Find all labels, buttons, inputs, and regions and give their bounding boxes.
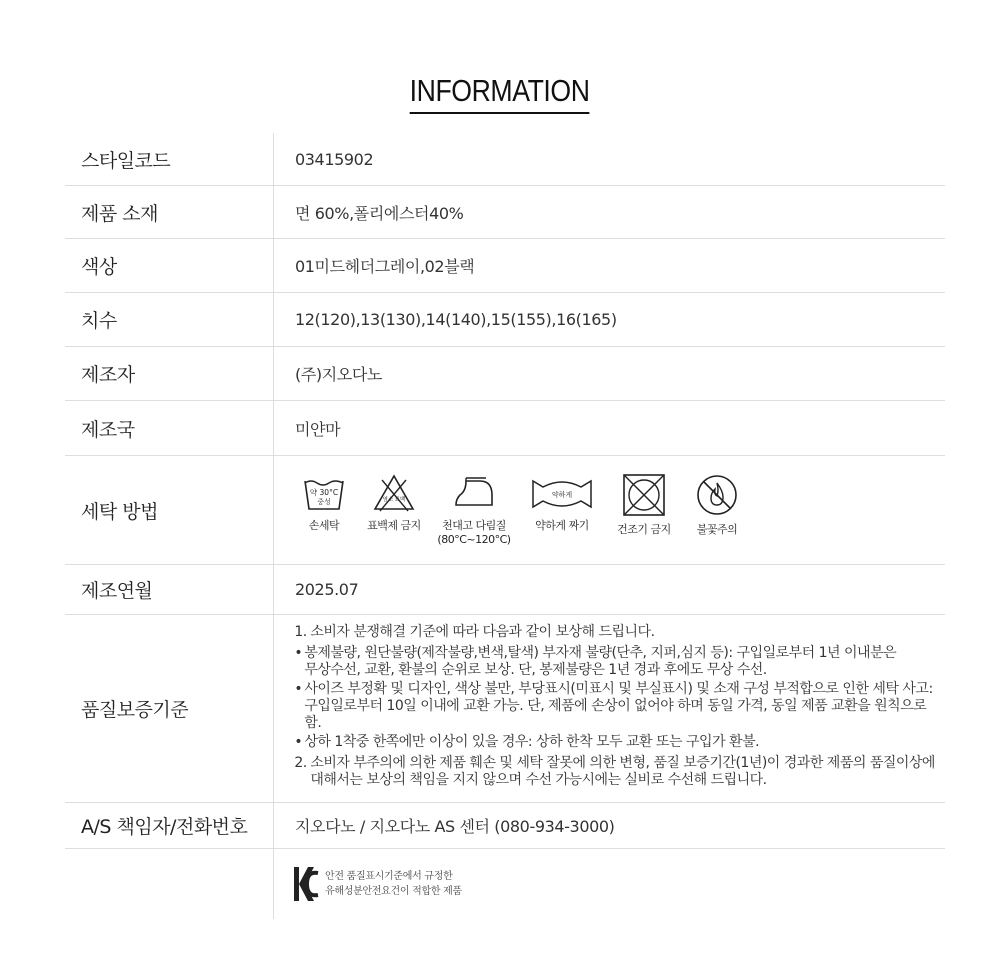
no-tumble-dry-icon	[622, 473, 666, 517]
quality-bullet-2-line1: 사이즈 부정확 및 디자인, 색상 불만, 부당표시(미표시 및 부실표시) 및 소재 구성 부적합으로 인한 세탁 사고:	[304, 681, 933, 697]
wring-gently-icon	[531, 473, 593, 513]
page-title-wrap	[0, 72, 1000, 114]
kc-text	[325, 869, 462, 899]
caption-no-bleach: 표백제 금지	[367, 519, 421, 532]
caption-no-tumble-dry: 건조기 금지	[617, 523, 671, 536]
quality-bullet-1	[294, 645, 945, 679]
quality-item-1	[294, 624, 945, 641]
fire-caution-icon	[695, 473, 739, 517]
quality-item-2-line1: 소비자 부주의에 의한 제품 훼손 및 세탁 잘못에 의한 변형, 품질 보증기간(1년)이 경과한 제품의 품질이상에	[310, 755, 935, 771]
label-style-code: 스타일코드	[81, 149, 171, 172]
wash-item	[293, 473, 355, 533]
value-country: 미얀마	[295, 419, 341, 439]
washing-icons	[273, 473, 755, 547]
value-date: 2025.07	[295, 580, 359, 599]
value-color: 01미드헤더그레이,02블랙	[295, 257, 475, 276]
row-maker	[65, 347, 945, 401]
wash-item	[363, 473, 425, 533]
divider	[273, 347, 274, 400]
row-color	[65, 239, 945, 293]
quality-item-2	[294, 755, 945, 789]
row-material	[65, 186, 945, 239]
no-bleach-text-b: 표백	[394, 497, 406, 503]
wash-item	[433, 473, 515, 547]
quality-bullet-3-line1: 상하 1착중 한쪽에만 이상이 있을 경우: 상하 한착 모두 교환 또는 구입가 환불.	[304, 734, 760, 750]
divider	[273, 133, 274, 185]
quality-bullet-3	[294, 734, 945, 751]
label-country: 제조국	[81, 418, 135, 441]
value-material: 면 60%,폴리에스터40%	[295, 203, 464, 223]
wring-text: 약하게	[551, 491, 573, 499]
quality-item-2-line2: 대해서는 보상의 책임을 지지 않으며 수선 가능시에는 실비로 수선해 드립니다.	[310, 772, 767, 788]
row-quality	[65, 615, 945, 803]
quality-item-1-num: 1.	[294, 624, 307, 640]
kc-text-line2: 유해성분안전요건이 적합한 제품	[325, 886, 462, 897]
wash-item	[609, 473, 679, 537]
quality-item-2-num: 2.	[294, 755, 307, 771]
quality-bullet-1-line2: 무상수선, 교환, 환불의 순위로 보상. 단, 봉제불량은 1년 경과 후에도 무상 수선.	[304, 662, 767, 678]
bullet-marker: •	[294, 645, 303, 661]
hand-wash-temp: 약 30°C	[309, 488, 339, 497]
hand-wash-note: 중성	[317, 498, 331, 506]
wash-item	[687, 473, 747, 537]
caption-hand-wash: 손세탁	[308, 519, 340, 532]
divider	[273, 849, 274, 919]
row-as	[65, 803, 945, 849]
divider	[273, 186, 274, 238]
kc-mark-icon	[293, 865, 319, 903]
page-title: INFORMATION	[410, 72, 590, 114]
row-washing	[65, 456, 945, 565]
divider	[273, 565, 274, 614]
no-bleach-icon	[372, 473, 416, 513]
caption-wring: 약하게 짜기	[535, 519, 589, 532]
caption-iron-line1: 천대고 다림질	[442, 519, 506, 532]
quality-text	[272, 624, 945, 793]
kc-text-line1: 안전 품질표시기준에서 규정한	[325, 871, 453, 882]
label-washing: 세탁 방법	[81, 500, 158, 523]
row-style-code	[65, 133, 945, 186]
label-color: 색상	[81, 256, 117, 278]
bullet-marker: •	[294, 734, 303, 750]
caption-iron-line2: (80°C~120°C)	[437, 533, 511, 546]
quality-bullet-2-line2: 구입일로부터 10일 이내에 교환 가능. 단, 제품에 손상이 없어야 하며 동일 가격, 동일 제품 교환을 원칙으로 함.	[304, 698, 927, 731]
row-country	[65, 401, 945, 456]
caption-iron	[437, 519, 510, 547]
iron-icon	[452, 473, 496, 513]
quality-bullet-1-line1: 봉제불량, 원단불량(제작불량,변색,탈색) 부자재 불량(단추, 지퍼,심지 등): 구입일로부터 1년 이내분은	[304, 645, 897, 661]
label-size: 치수	[81, 310, 117, 332]
divider	[273, 615, 274, 802]
divider	[273, 293, 274, 346]
value-as: 지오다노 / 지오다노 AS 센터 (080-934-3000)	[295, 817, 615, 836]
divider	[273, 456, 274, 564]
divider	[273, 401, 274, 455]
quality-bullet-2	[294, 681, 945, 732]
value-style-code: 03415902	[295, 149, 374, 169]
label-material: 제품 소재	[81, 202, 158, 225]
info-table	[65, 133, 945, 919]
divider	[273, 239, 274, 292]
kc-certification	[273, 865, 462, 903]
label-maker: 제조자	[81, 364, 135, 386]
no-bleach-text-a: 염소	[382, 497, 394, 503]
wash-item	[523, 473, 601, 533]
row-date	[65, 565, 945, 615]
quality-item-1-text: 소비자 분쟁해결 기준에 따라 다음과 같이 보상해 드립니다.	[310, 624, 655, 640]
row-size	[65, 293, 945, 347]
hand-wash-icon	[302, 473, 346, 513]
row-kc	[65, 849, 945, 919]
value-maker: (주)지오다노	[295, 365, 382, 384]
divider	[273, 803, 274, 848]
value-size: 12(120),13(130),14(140),15(155),16(165)	[295, 310, 617, 329]
caption-fire-caution: 불꽃주의	[696, 523, 738, 536]
label-date: 제조연월	[81, 580, 153, 602]
label-quality: 품질보증기준	[81, 699, 189, 721]
label-as: A/S 책임자/전화번호	[81, 816, 248, 838]
bullet-marker: •	[294, 681, 303, 697]
